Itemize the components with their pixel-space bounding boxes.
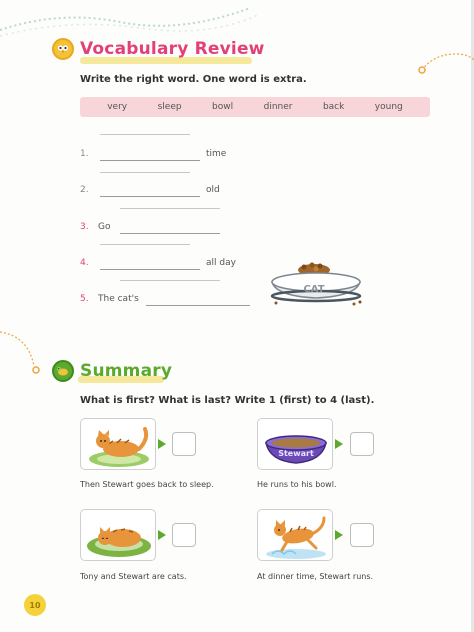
guide-line bbox=[120, 280, 220, 281]
cat-sleeping-icon bbox=[81, 510, 156, 561]
bowl-label: CAT bbox=[303, 284, 325, 295]
cat-running-icon bbox=[258, 510, 333, 561]
picture-card bbox=[80, 418, 156, 470]
word-bank bbox=[80, 97, 430, 117]
question-text: all day bbox=[206, 258, 236, 268]
caption-3: Tony and Stewart are cats. bbox=[80, 572, 187, 581]
arrow-icon bbox=[158, 439, 166, 449]
answer-blank-2[interactable] bbox=[100, 196, 200, 197]
answer-blank-3[interactable] bbox=[120, 233, 220, 234]
question-number: 4. bbox=[80, 258, 89, 268]
summary-heading bbox=[52, 360, 172, 382]
vocabulary-heading bbox=[52, 38, 265, 60]
caption-2: He runs to his bowl. bbox=[257, 480, 337, 489]
owl-icon bbox=[52, 38, 74, 60]
caption-4: At dinner time, Stewart runs. bbox=[257, 572, 374, 581]
picture-card bbox=[257, 418, 333, 470]
question-number: 1. bbox=[80, 149, 89, 159]
arrow-icon bbox=[335, 439, 343, 449]
word-bank-word: young bbox=[374, 102, 403, 112]
question-text: old bbox=[206, 185, 220, 195]
guide-line bbox=[120, 208, 220, 209]
arrow-icon bbox=[335, 530, 343, 540]
vocabulary-title: Vocabulary Review bbox=[80, 39, 265, 59]
decorative-wave bbox=[0, 0, 260, 40]
order-answer-box-1[interactable] bbox=[172, 432, 196, 456]
answer-blank-5[interactable] bbox=[146, 305, 250, 306]
question-text: The cat's bbox=[98, 294, 139, 304]
question-number: 2. bbox=[80, 185, 89, 195]
cat-food-bowl-icon bbox=[266, 256, 366, 308]
picture-card bbox=[257, 509, 333, 561]
word-bank-word: very bbox=[107, 102, 128, 112]
guide-line bbox=[100, 172, 190, 173]
question-text: Go bbox=[98, 222, 111, 232]
word-bank-word: bowl bbox=[212, 102, 234, 112]
guide-line bbox=[100, 244, 190, 245]
question-text: time bbox=[206, 149, 227, 159]
word-bank-word: sleep bbox=[157, 102, 182, 112]
arrow-icon bbox=[158, 530, 166, 540]
food-bowl-icon bbox=[258, 419, 333, 470]
word-bank-word: dinner bbox=[263, 102, 293, 112]
vocabulary-instruction: Write the right word. One word is extra. bbox=[80, 74, 307, 85]
decorative-hook-right bbox=[412, 50, 474, 80]
order-answer-box-3[interactable] bbox=[172, 523, 196, 547]
page-number: 10 bbox=[24, 594, 46, 616]
turtle-icon bbox=[52, 360, 74, 382]
order-answer-box-2[interactable] bbox=[350, 432, 374, 456]
decorative-hook-left bbox=[0, 330, 46, 376]
question-number: 3. bbox=[80, 222, 89, 232]
caption-1: Then Stewart goes back to sleep. bbox=[80, 480, 214, 489]
picture-card bbox=[80, 509, 156, 561]
answer-blank-1[interactable] bbox=[100, 160, 200, 161]
summary-instruction: What is first? What is last? Write 1 (first) to 4 (last). bbox=[80, 395, 375, 406]
word-bank-word: back bbox=[322, 102, 345, 112]
cat-waking-icon bbox=[81, 419, 156, 470]
summary-title: Summary bbox=[80, 361, 173, 381]
bowl-name-label: Stewart bbox=[278, 449, 314, 458]
order-answer-box-4[interactable] bbox=[350, 523, 374, 547]
guide-line bbox=[100, 134, 190, 135]
answer-blank-4[interactable] bbox=[100, 269, 200, 270]
question-number: 5. bbox=[80, 294, 89, 304]
